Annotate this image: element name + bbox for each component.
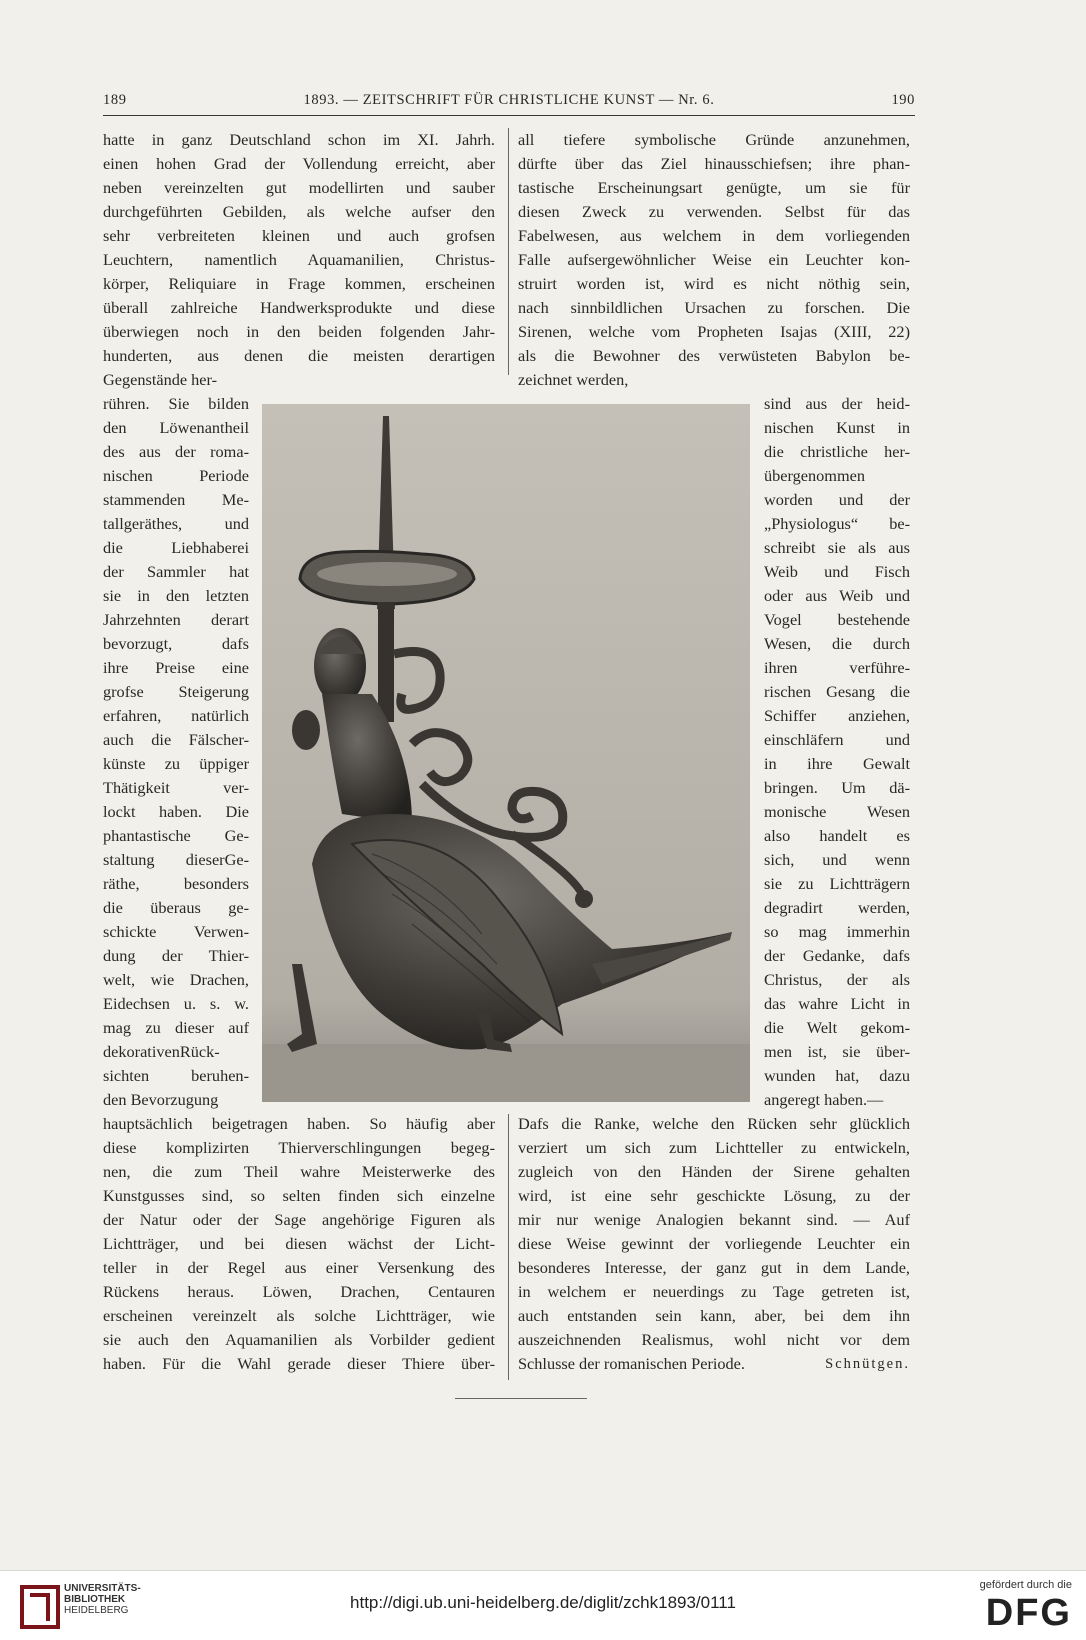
funding-label: gefördert durch die — [979, 1579, 1072, 1591]
text-line: die Liebhaberei — [103, 538, 249, 557]
text-line: das wahre Licht in — [764, 994, 910, 1013]
left-column-top-text — [103, 128, 495, 392]
author-signature: Schnütgen. — [825, 1356, 910, 1372]
text-line: auch die Fälscher- — [103, 730, 249, 749]
text-line: erscheinen vereinzelt als solche Lichtträger, wie — [103, 1306, 495, 1325]
text-line: Jahrzehnten derart — [103, 610, 249, 629]
permalink-url[interactable]: http://digi.ub.uni-heidelberg.de/diglit/zchk1893/0111 — [350, 1593, 736, 1612]
candlestick-drawing — [262, 404, 750, 1102]
text-line: sehr verbreiteten kleinen und auch grofsen — [103, 226, 495, 245]
library-name-line2: BIBLIOTHEK — [64, 1594, 126, 1605]
right-column-bottom-text — [518, 1112, 910, 1376]
journal-title: 1893. — ZEITSCHRIFT FÜR CHRISTLICHE KUNST — Nr. 6. — [303, 92, 715, 108]
right-column-top-text — [518, 128, 910, 392]
text-line: Rückens heraus. Löwen, Drachen, Centauren — [103, 1282, 495, 1301]
text-line: wird, ist eine sehr geschickte Lösung, zu der — [518, 1186, 910, 1205]
text-line: Lichtträger, und bei diesen wächst der Licht- — [103, 1234, 495, 1253]
text-line: lockt haben. Die — [103, 802, 249, 821]
text-line: verziert um sich zum Lichtteller zu entwickeln, — [518, 1138, 910, 1157]
text-line: Kunstgusses sind, so selten finden sich einzelne — [103, 1186, 495, 1205]
text-line: oder aus Weib und — [764, 586, 910, 605]
text-line: nischen Periode — [103, 466, 249, 485]
text-line: bevorzugt, dafs — [103, 634, 249, 653]
text-line: sie in den letzten — [103, 586, 249, 605]
text-line: bringen. Um dä- — [764, 778, 910, 797]
text-line: hauptsächlich beigetragen haben. So häufig aber — [103, 1114, 495, 1133]
text-line: sie auch den Aquamanilien als Vorbilder gedient — [103, 1330, 495, 1349]
text-line: diesen Zweck zu verwenden. Selbst für das — [518, 202, 910, 221]
text-line: auch entstanden sein kann, aber, bei dem ihn — [518, 1306, 910, 1325]
text-line: Thätigkeit ver- — [103, 778, 249, 797]
text-line: ihre Preise eine — [103, 658, 249, 677]
text-line: schreibt sie als aus — [764, 538, 910, 557]
text-line: der Sammler hat — [103, 562, 249, 581]
text-line: körper, Reliquiare in Frage kommen, erscheinen — [103, 274, 495, 293]
text-line: den Bevorzugung — [103, 1090, 219, 1109]
text-line: nen, die zum Theil wahre Meisterwerke des — [103, 1162, 495, 1181]
text-line: nischen Kunst in — [764, 418, 910, 437]
text-line: künste zu üppiger — [103, 754, 249, 773]
text-line: struirt worden ist, wird es nicht nöthig sein, — [518, 274, 910, 293]
text-line: zeichnet werden, — [518, 370, 629, 389]
text-line: neben vereinzelten gut modellirten und sauber — [103, 178, 495, 197]
digitization-footer — [0, 1570, 1086, 1640]
text-line: monische Wesen — [764, 802, 910, 821]
text-line: so mag immerhin — [764, 922, 910, 941]
library-name-line3: HEIDELBERG — [64, 1605, 129, 1616]
text-line: schickte Verwen- — [103, 922, 249, 941]
running-header — [103, 88, 915, 112]
text-line: Schiffer anziehen, — [764, 706, 910, 725]
text-line: durchgeführten Gebilden, als welche aufser den — [103, 202, 495, 221]
text-line: diese Weise gewinnt der vorliegende Leuchter ein — [518, 1234, 910, 1253]
text-line: dekorativenRück- — [103, 1042, 220, 1061]
text-line: Weib und Fisch — [764, 562, 910, 581]
text-line: haben. Für die Wahl gerade dieser Thiere über- — [103, 1354, 495, 1373]
header-rule — [103, 115, 915, 116]
text-line: besonderes Interesse, der ganz gut in dem Lande, — [518, 1258, 910, 1277]
library-name-line1: UNIVERSITÄTS- — [64, 1583, 141, 1594]
text-line: des aus der roma- — [103, 442, 249, 461]
text-line: auszeichnenden Realismus, wohl nicht vor dem — [518, 1330, 910, 1349]
text-line: sie zu Lichtträgern — [764, 874, 910, 893]
text-line: stammenden Me- — [103, 490, 249, 509]
text-line: übergenommen — [764, 466, 865, 485]
text-line: hatte in ganz Deutschland schon im XI. Jahrh. — [103, 130, 495, 149]
text-line: die christliche her- — [764, 442, 910, 461]
text-line: Fabelwesen, aus welchem in dem vorliegenden — [518, 226, 910, 245]
text-line: dürfte über das Ziel hinausschiefsen; ihre phan- — [518, 154, 910, 173]
text-line: worden und der — [764, 490, 910, 509]
text-line: Dafs die Ranke, welche den Rücken sehr glücklich — [518, 1114, 910, 1133]
text-line: mag zu dieser auf — [103, 1018, 249, 1037]
text-line: Schlusse der romanischen Periode. Schnütgen. — [518, 1352, 910, 1376]
text-line: einen hohen Grad der Vollendung erreicht, aber — [103, 154, 495, 173]
text-line: in ihre Gewalt — [764, 754, 910, 773]
text-line: mir nur wenige Analogien bekannt sind. — Auf — [518, 1210, 910, 1229]
text-line: den Löwenantheil — [103, 418, 249, 437]
text-line: phantastische Ge- — [103, 826, 249, 845]
text-line: Sirenen, welche vom Propheten Isajas (XIII, 22) — [518, 322, 910, 341]
text-line: all tiefere symbolische Gründe anzunehmen, — [518, 130, 910, 149]
text-line: tastische Erscheinungsart genügte, um sie für — [518, 178, 910, 197]
text-line: die überaus ge- — [103, 898, 249, 917]
text-line: sichten beruhen- — [103, 1066, 249, 1085]
text-line: degradirt werden, — [764, 898, 910, 917]
text-line: wunden hat, dazu — [764, 1066, 910, 1085]
text-line: zugleich von den Händen der Sirene gehalten — [518, 1162, 910, 1181]
footer-rule — [455, 1398, 587, 1399]
text-line: angeregt haben.— — [764, 1090, 884, 1109]
dfg-logo: DFG — [985, 1592, 1072, 1634]
text-line: der Natur oder der Sage angehörige Figuren als — [103, 1210, 495, 1229]
text-line: überwiegen noch in den beiden folgenden Jahr- — [103, 322, 495, 341]
text-line: nach sinnbildlichen Ursachen zu forschen. Die — [518, 298, 910, 317]
column-divider-bottom — [508, 1114, 509, 1380]
text-line: grofse Steigerung — [103, 682, 249, 701]
text-line: in welchem er neuerdings zu Tage getreten ist, — [518, 1282, 910, 1301]
text-line: Eidechsen u. s. w. — [103, 994, 249, 1013]
text-line: tallgeräthes, und — [103, 514, 249, 533]
text-line: hunderten, aus denen die meisten derartigen — [103, 346, 495, 365]
text-line: Leuchtern, namentlich Aquamanilien, Christus- — [103, 250, 495, 269]
text-line: welt, wie Drachen, — [103, 970, 249, 989]
text-line: der Gedanke, dafs — [764, 946, 910, 965]
text-line: die Welt gekom- — [764, 1018, 910, 1037]
text-line: staltung dieserGe- — [103, 850, 249, 869]
text-line: Falle aufsergewöhnlicher Weise ein Leuchter kon- — [518, 250, 910, 269]
page-number-right: 190 — [891, 92, 915, 108]
left-column-bottom-text — [103, 1112, 495, 1376]
text-line: Wesen, die durch — [764, 634, 910, 653]
text-line: erfahren, natürlich — [103, 706, 249, 725]
text-line: sind aus der heid- — [764, 394, 910, 413]
text-line: „Physiologus“ be- — [764, 514, 910, 533]
column-divider-top — [508, 128, 509, 375]
siren-candlestick-illustration — [262, 404, 750, 1102]
text-line: Christus, der als — [764, 970, 910, 989]
text-line: men ist, sie über- — [764, 1042, 910, 1061]
text-line: als die Bewohner des verwüsteten Babylon be- — [518, 346, 910, 365]
left-column-wrapped-text — [103, 392, 249, 1112]
right-column-wrapped-text — [764, 392, 910, 1112]
text-line: einschläfern und — [764, 730, 910, 749]
text-line: diese komplizirten Thierverschlingungen begeg- — [103, 1138, 495, 1157]
text-line: Gegenstände her- — [103, 370, 218, 389]
text-line: rühren. Sie bilden — [103, 394, 249, 413]
text-line: überall zahlreiche Handwerksprodukte und diese — [103, 298, 495, 317]
text-line: Vogel bestehende — [764, 610, 910, 629]
text-line: ihren verführe- — [764, 658, 910, 677]
text-line: sich, und wenn — [764, 850, 910, 869]
text-line: also handelt es — [764, 826, 910, 845]
page-number-left: 189 — [103, 92, 127, 108]
text-line: rischen Gesang die — [764, 682, 910, 701]
text-line: räthe, besonders — [103, 874, 249, 893]
text-line: dung der Thier- — [103, 946, 249, 965]
text-line: teller in der Regel aus einer Versenkung des — [103, 1258, 495, 1277]
